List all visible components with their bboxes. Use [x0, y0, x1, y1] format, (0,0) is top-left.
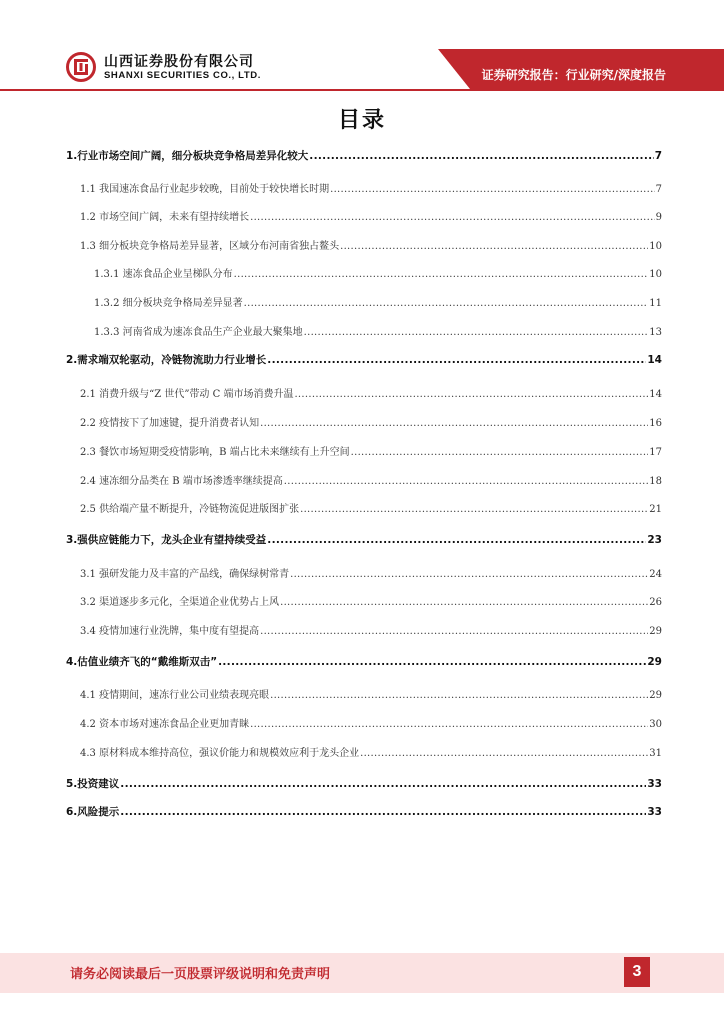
- shanxi-securities-logo-icon: [66, 52, 96, 82]
- toc-entry-label: 1.行业市场空间广阔，细分板块竞争格局差异化较大: [66, 150, 309, 162]
- toc-entry-page: 7: [654, 150, 662, 162]
- toc-entry-label: 1.1 我国速冻食品行业起步较晚，目前处于较快增长时期: [80, 184, 330, 195]
- toc-entry[interactable]: [66, 622, 662, 642]
- toc-entry-page: 31: [649, 748, 662, 759]
- report-type-label: 证券研究报告：行业研究/深度报告: [481, 68, 666, 82]
- toc-entry-label: 2.3 餐饮市场短期受疫情影响，B 端占比未来继续有上升空间: [80, 447, 350, 458]
- toc-leader-dots: [260, 626, 648, 637]
- toc-entry[interactable]: [66, 265, 662, 285]
- toc-entry[interactable]: [66, 148, 662, 168]
- toc-entry[interactable]: [66, 744, 662, 764]
- toc-leader-dots: [300, 504, 648, 515]
- toc-entry-label: 4.1 疫情期间，速冻行业公司业绩表现亮眼: [80, 690, 270, 701]
- toc-entry[interactable]: [66, 208, 662, 228]
- toc-entry[interactable]: [66, 715, 662, 735]
- toc-entry-label: 1.3 细分板块竞争格局差异显著，区域分布河南省独占鳌头: [80, 241, 340, 252]
- header-divider: [0, 89, 724, 91]
- toc-entry-page: 10: [649, 241, 662, 252]
- toc-entry-label: 3.4 疫情加速行业洗牌，集中度有望提高: [80, 626, 260, 637]
- toc-entry-label: 3.2 渠道逐步多元化，全渠道企业优势占上风: [80, 597, 280, 608]
- toc-leader-dots: [250, 719, 648, 730]
- footer-disclaimer: 请务必阅读最后一页股票评级说明和免责声明: [70, 967, 331, 982]
- toc-entry[interactable]: [66, 472, 662, 492]
- toc-entry[interactable]: [66, 686, 662, 706]
- page-number: 3: [624, 957, 650, 987]
- toc-entry-page: 9: [655, 212, 662, 223]
- toc-leader-dots: [234, 269, 649, 280]
- toc-leader-dots: [304, 327, 649, 338]
- toc-entry-page: 11: [649, 298, 662, 309]
- toc-entry-page: 16: [649, 418, 662, 429]
- toc-entry[interactable]: [66, 500, 662, 520]
- page-header: [0, 0, 724, 95]
- toc-entry-label: 1.2 市场空间广阔，未来有望持续增长: [80, 212, 250, 223]
- toc-entry[interactable]: [66, 532, 662, 552]
- page-title: 目录: [337, 108, 386, 133]
- toc-entry-label: 2.5 供给端产量不断提升，冷链物流促进版图扩张: [80, 504, 300, 515]
- toc-entry-page: 7: [655, 184, 662, 195]
- toc-entry-page: 23: [647, 534, 662, 546]
- toc-entry-label: 2.4 速冻细分品类在 B 端市场渗透率继续提高: [80, 476, 283, 487]
- toc-entry-label: 6.风险提示: [66, 806, 120, 818]
- toc-leader-dots: [351, 447, 649, 458]
- company-name-en: SHANXI SECURITIES CO., LTD.: [104, 70, 261, 81]
- toc-entry[interactable]: [66, 385, 662, 405]
- toc-entry-page: 10: [649, 269, 662, 280]
- toc-entry-label: 3.1 强研发能力及丰富的产品线，确保绿树常青: [80, 569, 290, 580]
- toc-leader-dots: [290, 569, 648, 580]
- toc-leader-dots: [360, 748, 648, 759]
- toc-entry[interactable]: [66, 323, 662, 343]
- toc-leader-dots: [250, 212, 655, 223]
- toc-entry-label: 5.投资建议: [66, 778, 120, 790]
- toc-entry-label: 4.2 资本市场对速冻食品企业更加青睐: [80, 719, 250, 730]
- toc-leader-dots: [340, 241, 648, 252]
- toc-entry-label: 2.需求端双轮驱动，冷链物流助力行业增长: [66, 354, 267, 366]
- toc-leader-dots: [280, 597, 648, 608]
- toc-leader-dots: [267, 534, 646, 546]
- toc-entry-label: 3.强供应链能力下，龙头企业有望持续受益: [66, 534, 267, 546]
- toc-entry-page: 18: [649, 476, 662, 487]
- toc-leader-dots: [120, 778, 646, 790]
- toc-entry-page: 14: [649, 389, 662, 400]
- toc-entry-page: 30: [649, 719, 662, 730]
- toc-entry-page: 17: [649, 447, 662, 458]
- toc-entry[interactable]: [66, 352, 662, 372]
- toc-entry-page: 29: [649, 690, 662, 701]
- toc-entry-label: 2.2 疫情按下了加速键，提升消费者认知: [80, 418, 260, 429]
- toc-entry-page: 29: [647, 656, 662, 668]
- toc-entry-label: 1.3.2 细分板块竞争格局差异显著: [94, 298, 243, 309]
- toc-entry-label: 4.估值业绩齐飞的“戴维斯双击”: [66, 656, 218, 668]
- toc-leader-dots: [218, 656, 646, 668]
- toc-entry[interactable]: [66, 804, 662, 824]
- toc-entry[interactable]: [66, 593, 662, 613]
- toc-leader-dots: [244, 298, 649, 309]
- toc-entry-page: 24: [649, 569, 662, 580]
- toc-leader-dots: [267, 354, 646, 366]
- toc-entry[interactable]: [66, 565, 662, 585]
- toc-entry-page: 33: [647, 778, 662, 790]
- toc-entry-page: 26: [649, 597, 662, 608]
- toc-entry-label: 2.1 消费升级与“Z 世代”带动 C 端市场消费升温: [80, 389, 294, 400]
- toc-entry-label: 1.3.3 河南省成为速冻食品生产企业最大聚集地: [94, 327, 303, 338]
- toc-entry[interactable]: [66, 294, 662, 314]
- toc-leader-dots: [120, 806, 646, 818]
- toc-entry-page: 33: [647, 806, 662, 818]
- toc-leader-dots: [260, 418, 648, 429]
- toc-entry-label: 1.3.1 速冻食品企业呈梯队分布: [94, 269, 233, 280]
- toc-entry[interactable]: [66, 414, 662, 434]
- toc-entry[interactable]: [66, 443, 662, 463]
- toc-leader-dots: [309, 150, 653, 162]
- toc-leader-dots: [270, 690, 648, 701]
- company-name-cn: 山西证券股份有限公司: [104, 54, 254, 70]
- toc-leader-dots: [284, 476, 648, 487]
- toc-entry-page: 13: [649, 327, 662, 338]
- toc-entry-page: 14: [647, 354, 662, 366]
- toc-entry-page: 29: [649, 626, 662, 637]
- toc-entry-label: 4.3 原材料成本维持高位，强议价能力和规模效应利于龙头企业: [80, 748, 360, 759]
- toc-entry[interactable]: [66, 654, 662, 674]
- toc-entry[interactable]: [66, 776, 662, 796]
- toc-leader-dots: [294, 389, 648, 400]
- toc-leader-dots: [330, 184, 655, 195]
- toc-entry[interactable]: [66, 180, 662, 200]
- toc-entry-page: 21: [649, 504, 662, 515]
- toc-entry[interactable]: [66, 237, 662, 257]
